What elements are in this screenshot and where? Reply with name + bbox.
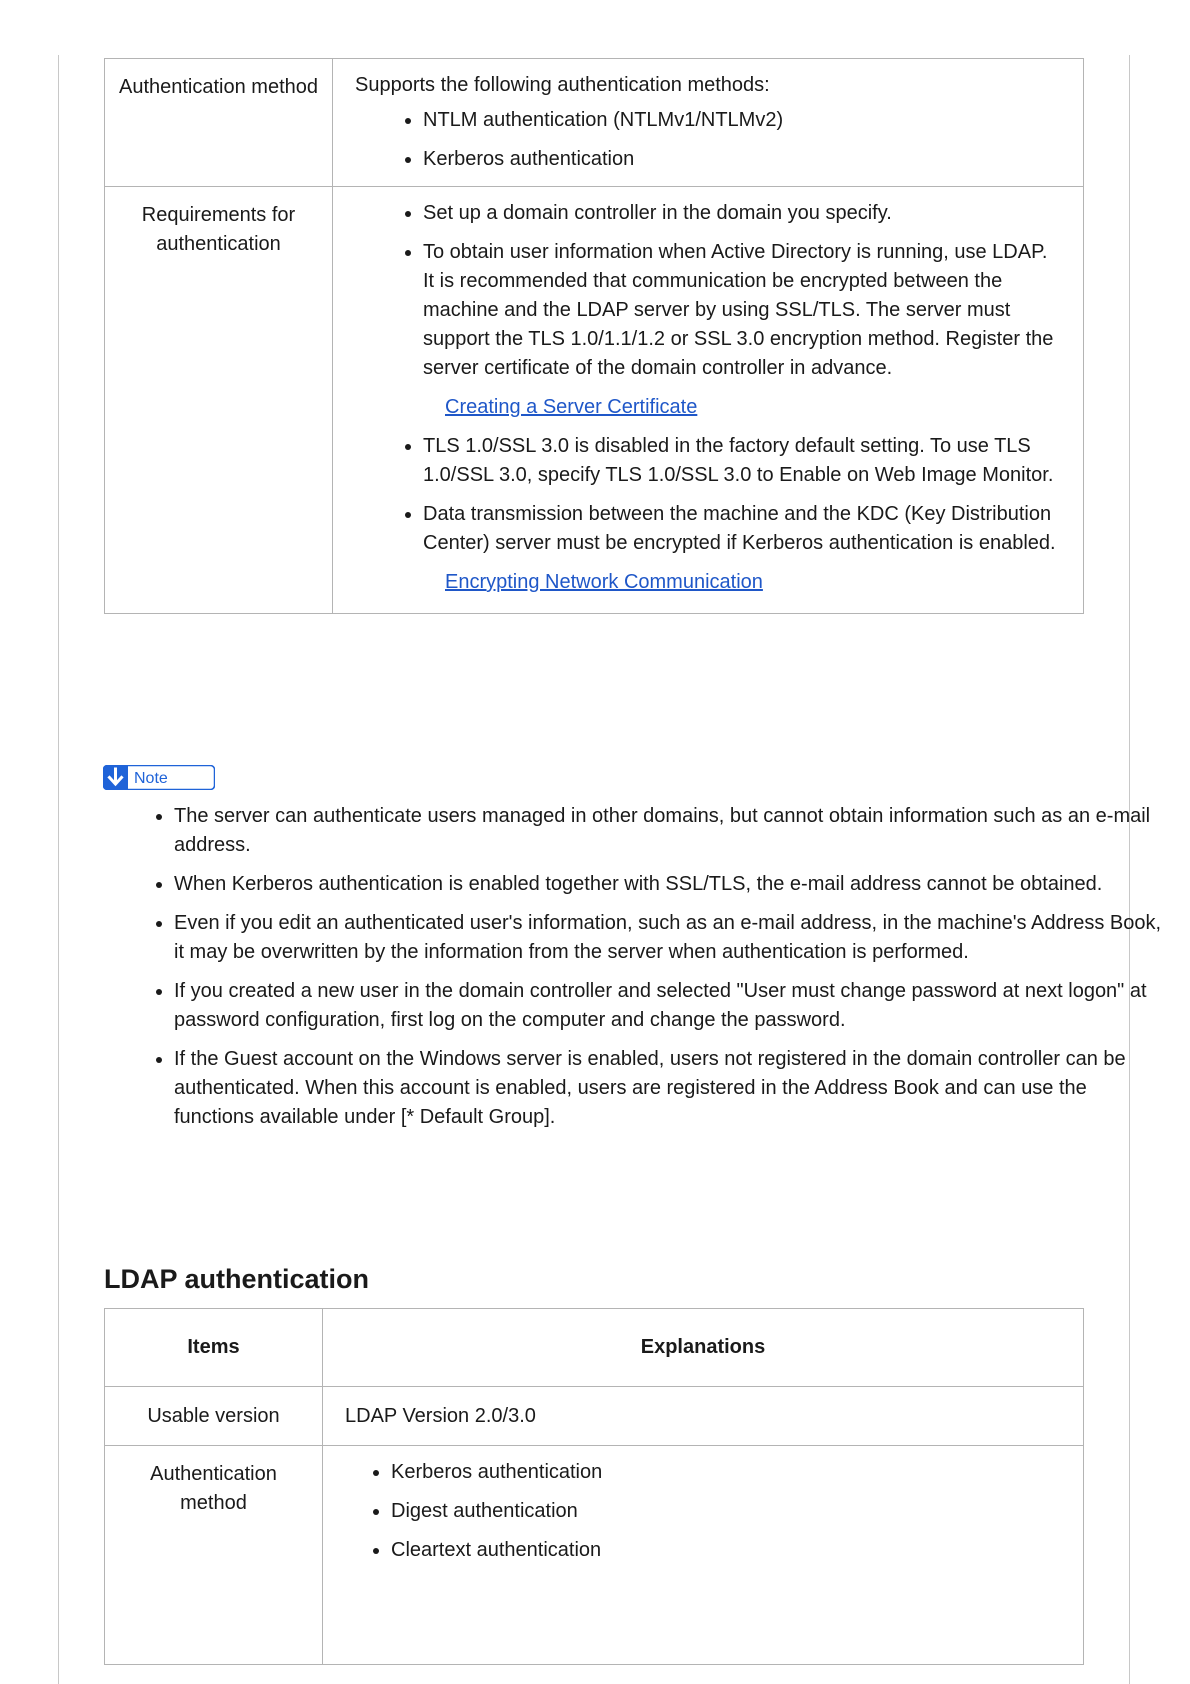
list-item: • Set up a domain controller in the domain you specify. [423,199,1063,228]
note-badge-icon [103,765,215,790]
bullet-list [355,432,1063,558]
row-label: Authentication method [105,1446,323,1665]
table-row [105,1387,1084,1446]
note-badge-label: Note [134,770,168,787]
list-item: • When Kerberos authentication is enabled together with SSL/TLS, the e-mail address cannot be obtained. [174,870,1164,899]
table-header-row [105,1309,1084,1387]
list-item: • If you created a new user in the domain controller and selected "User must change password at next logon" at password configuration, first log on the computer and change the password. [174,977,1164,1035]
ldap-authentication-table [104,1308,1084,1665]
intro-text: Supports the following authentication methods: [355,74,770,96]
row-content [323,1446,1084,1665]
encrypting-network-communication-link[interactable]: Encrypting Network Communication [445,571,763,593]
ad-authentication-table [104,58,1084,614]
bullet-list [355,199,1063,383]
list-item: • Data transmission between the machine and the KDC (Key Distribution Center) server must be encrypted if Kerberos authentication is enabled. [423,500,1063,558]
row-label: Authentication method [105,59,333,187]
list-item: • Even if you edit an authenticated user's information, such as an e-mail address, in the machine's Address Book, it may be overwritten by the information from the server when authentication is performed. [174,909,1164,967]
list-item: • To obtain user information when Active Directory is running, use LDAP. It is recommended that communication be encrypted between the machine and the LDAP server by using SSL/TLS. The server must support the TLS 1.0/1.1/1.2 or SSL 3.0 encryption method. Register the server certificate of the domain controller in advance. [423,238,1063,383]
list-item: • TLS 1.0/SSL 3.0 is disabled in the factory default setting. To use TLS 1.0/SSL 3.0, specify TLS 1.0/SSL 3.0 to Enable on Web Image Monitor. [423,432,1063,490]
bullet-list [355,106,1063,174]
row-label: Requirements for authentication [105,187,333,614]
table-row [105,59,1084,187]
link-line [355,568,1063,597]
page-frame-left [58,55,59,1684]
row-label: Usable version [105,1387,323,1446]
list-item: • The server can authenticate users managed in other domains, but cannot obtain information such as an e-mail address. [174,802,1164,860]
table-row [105,1446,1084,1665]
creating-server-certificate-link[interactable]: Creating a Server Certificate [445,396,698,418]
section-heading-ldap: LDAP authentication [104,1264,370,1294]
row-content [333,187,1084,614]
list-item: • Kerberos authentication [391,1458,1063,1487]
list-item: • Digest authentication [391,1497,1063,1526]
row-value: LDAP Version 2.0/3.0 [323,1387,1084,1446]
column-header-explanations: Explanations [323,1309,1084,1387]
list-item: • Cleartext authentication [391,1536,1063,1565]
list-item: • If the Guest account on the Windows server is enabled, users not registered in the domain controller can be authenticated. When this account is enabled, users are registered in the Address Book and can use the functions available under [* Default Group]. [174,1045,1164,1132]
list-item: • Kerberos authentication [423,145,1063,174]
row-content [333,59,1084,187]
bullet-list [345,1458,1063,1565]
note-list [104,802,1164,1142]
list-item: • NTLM authentication (NTLMv1/NTLMv2) [423,106,1063,135]
column-header-items: Items [105,1309,323,1387]
table-row [105,187,1084,614]
link-line [355,393,1063,422]
